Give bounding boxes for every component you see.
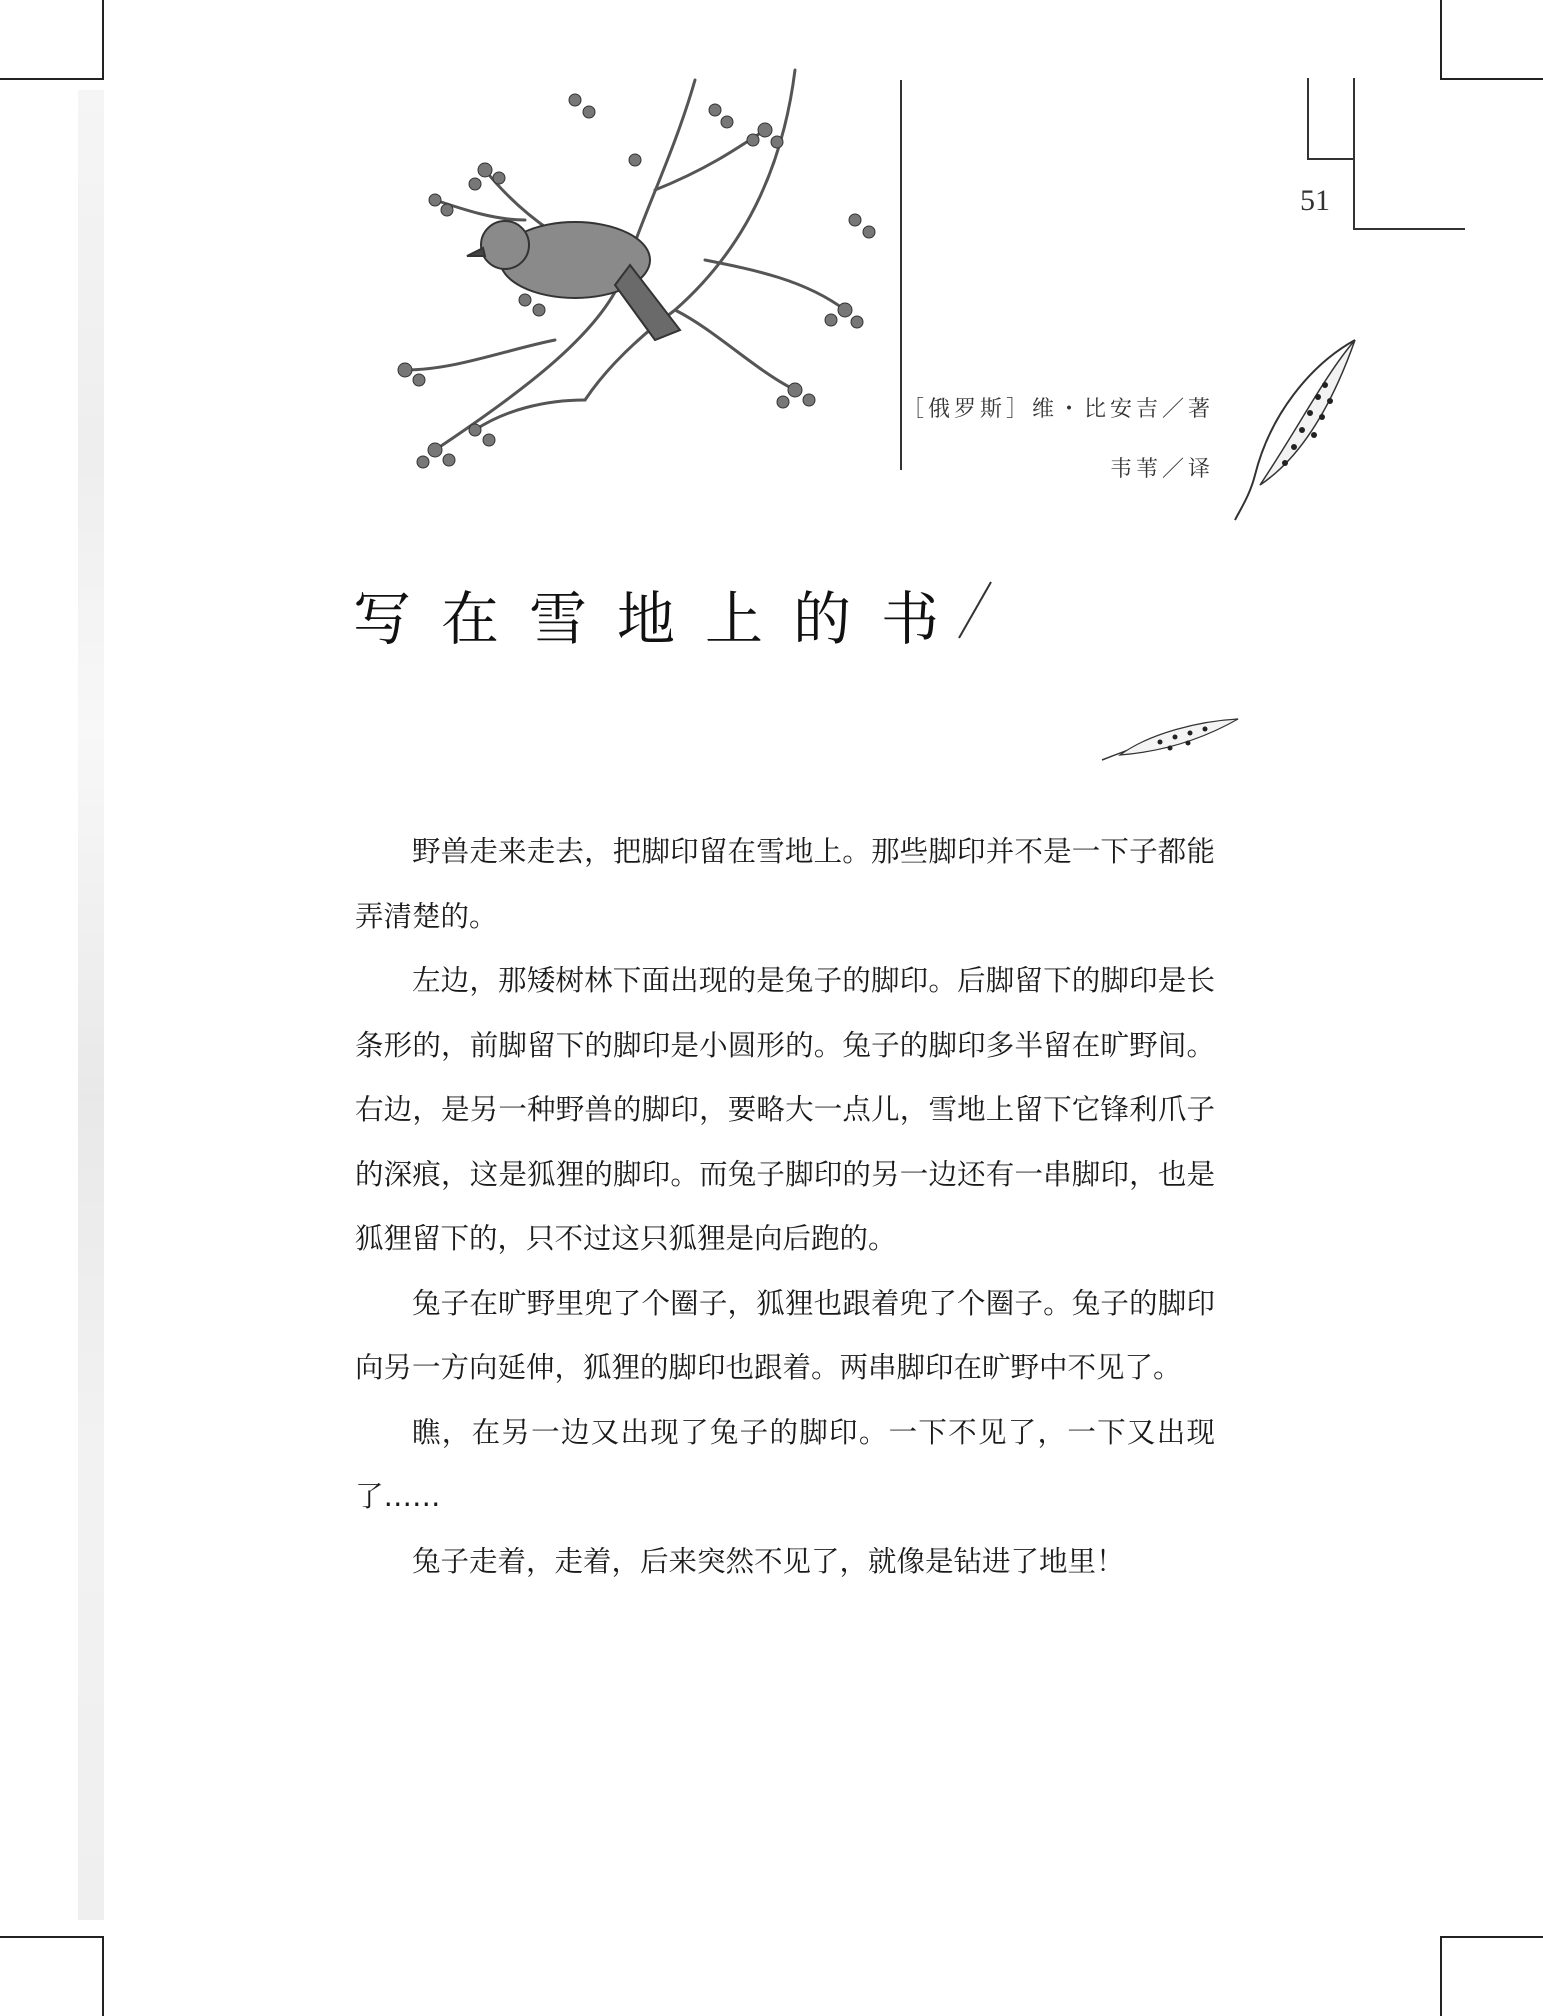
crop-mark-top-right-h xyxy=(1440,78,1543,80)
feather-icon xyxy=(1230,335,1360,525)
paragraph: 瞧，在另一边又出现了兔子的脚印。一下不见了，一下又出现了…… xyxy=(355,1415,1215,1513)
crop-mark-bottom-left-v xyxy=(102,1936,104,2016)
crop-mark-bottom-right-h xyxy=(1440,1936,1543,1938)
page-corner-line-v xyxy=(1307,78,1309,160)
bird-on-branch-illustration xyxy=(375,70,915,510)
crop-mark-top-left-h xyxy=(0,78,104,80)
bird xyxy=(467,221,680,340)
paragraph: 兔子在旷野里兜了个圈子，狐狸也跟着兜了个圈子。兔子的脚印向另一方向延伸，狐狸的脚印也跟着。两串脚印在旷野中不见了。 xyxy=(355,1286,1215,1384)
page-corner-line-h xyxy=(1307,158,1353,160)
article-body xyxy=(355,820,1215,1594)
paragraph: 兔子走着，走着，后来突然不见了，就像是钻进了地里！ xyxy=(412,1544,1125,1578)
paragraph: 左边，那矮树林下面出现的是兔子的脚印。后脚留下的脚印是长条形的，前脚留下的脚印是小圆形的。兔子的脚印多半留在旷野间。右边，是另一种野兽的脚印，要略大一点儿，雪地上留下它锋利爪子的深痕，这是狐狸的脚印。而兔子脚印的另一边还有一串脚印，也是狐狸留下的，只不过这只狐狸是向后跑的。 xyxy=(355,964,1215,1255)
page-corner-line-h2 xyxy=(1353,228,1465,230)
translator-credit: 韦苇／译 xyxy=(1109,457,1214,482)
crop-mark-top-left-v xyxy=(102,0,104,80)
title-slash-decoration xyxy=(955,580,995,640)
paragraph: 野兽走来走去，把脚印留在雪地上。那些脚印并不是一下子都能弄清楚的。 xyxy=(355,835,1215,933)
crop-mark-bottom-left-h xyxy=(0,1936,104,1938)
small-feather-icon xyxy=(1100,715,1240,765)
crop-mark-top-right-v xyxy=(1440,0,1442,80)
crop-mark-bottom-right-v xyxy=(1440,1936,1442,2016)
author-credit: ［俄罗斯］维・比安吉／著 xyxy=(901,397,1214,422)
page-number: 51 xyxy=(1300,184,1330,217)
article-title: 写在雪地上的书 xyxy=(353,585,970,653)
left-decorative-strip xyxy=(78,90,104,1920)
